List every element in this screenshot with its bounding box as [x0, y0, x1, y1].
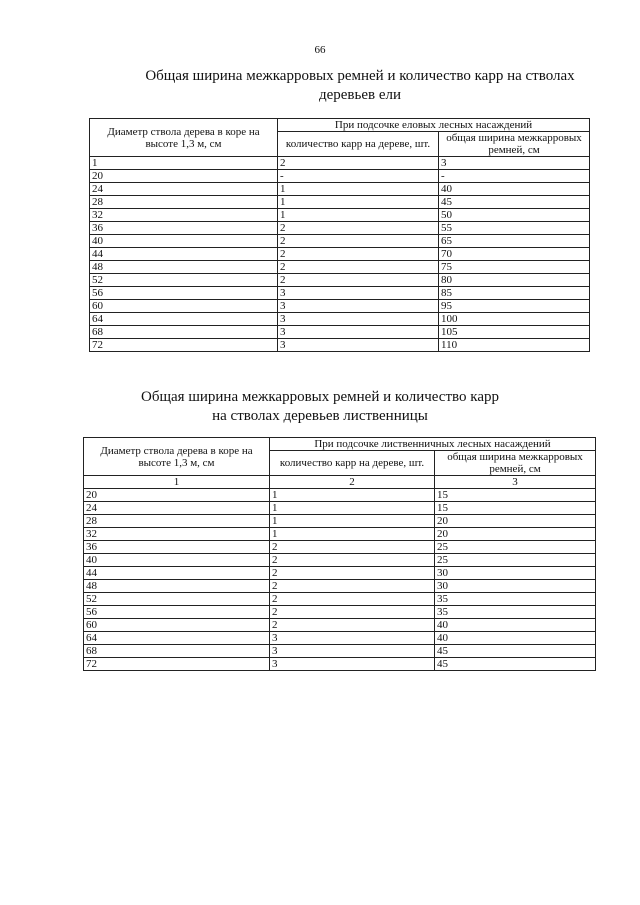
larch-table-cell: 2	[270, 619, 435, 632]
spruce-table-cell: 2	[278, 222, 439, 235]
spruce-table-cell: 65	[439, 235, 590, 248]
spruce-header-group: При подсочке еловых лесных насаждений	[278, 119, 590, 132]
larch-table-row	[84, 645, 596, 658]
larch-header-diameter: Диаметр ствола дерева в коре на высоте 1,3 м, см	[84, 438, 270, 476]
larch-table-cell: 15	[435, 489, 596, 502]
spruce-table-cell: 40	[90, 235, 278, 248]
larch-table-cell: 60	[84, 619, 270, 632]
larch-table-row	[84, 541, 596, 554]
spruce-table-row	[90, 300, 590, 313]
spruce-table-row	[90, 235, 590, 248]
larch-table-row	[84, 580, 596, 593]
spruce-table-cell: 60	[90, 300, 278, 313]
spruce-header-diameter: Диаметр ствола дерева в коре на высоте 1,3 м, см	[90, 119, 278, 157]
spruce-table-row	[90, 209, 590, 222]
spruce-table-cell: 50	[439, 209, 590, 222]
larch-table-cell: 2	[270, 541, 435, 554]
larch-table-cell: 25	[435, 554, 596, 567]
spruce-table-cell: 28	[90, 196, 278, 209]
spruce-table-cell: 3	[278, 300, 439, 313]
spruce-header-width: общая ширина межкарровых ремней, см	[439, 132, 590, 157]
larch-table-row	[84, 606, 596, 619]
larch-table-cell: 2	[270, 567, 435, 580]
larch-table-cell: 44	[84, 567, 270, 580]
spruce-table-cell: 2	[278, 235, 439, 248]
larch-table-cell: 68	[84, 645, 270, 658]
larch-table-cell: 2	[270, 554, 435, 567]
spruce-table-cell: 40	[439, 183, 590, 196]
spruce-table-cell: 70	[439, 248, 590, 261]
larch-table-cell: 20	[435, 528, 596, 541]
larch-header-width: общая ширина межкарровых ремней, см	[435, 451, 596, 476]
larch-table-row	[84, 515, 596, 528]
spruce-table-row	[90, 170, 590, 183]
larch-table-row	[84, 502, 596, 515]
larch-table-cell: 30	[435, 567, 596, 580]
spruce-table-title	[100, 67, 620, 105]
larch-table-cell: 45	[435, 645, 596, 658]
larch-table-cell: 32	[84, 528, 270, 541]
larch-table-cell: 45	[435, 658, 596, 671]
larch-table-row	[84, 658, 596, 671]
spruce-table-cell: 45	[439, 196, 590, 209]
larch-table-cell: 2	[270, 606, 435, 619]
spruce-table-row	[90, 274, 590, 287]
spruce-table-cell: 36	[90, 222, 278, 235]
spruce-table-cell: 2	[278, 248, 439, 261]
larch-table-cell: 1	[270, 502, 435, 515]
spruce-table-row	[90, 196, 590, 209]
larch-table-cell: 3	[270, 632, 435, 645]
larch-column-number: 3	[435, 476, 596, 489]
spruce-table-cell: 55	[439, 222, 590, 235]
larch-table-cell: 40	[435, 632, 596, 645]
spruce-table	[89, 118, 590, 352]
spruce-table-cell: 95	[439, 300, 590, 313]
larch-table-cell: 40	[435, 619, 596, 632]
spruce-table-cell: 2	[278, 157, 439, 170]
spruce-table-cell: 2	[278, 274, 439, 287]
spruce-title-line2: деревьев ели	[318, 87, 402, 103]
larch-table-row	[84, 489, 596, 502]
larch-table-row	[84, 567, 596, 580]
spruce-table-row	[90, 222, 590, 235]
larch-table-body	[84, 489, 596, 671]
larch-column-numbers	[84, 476, 596, 489]
spruce-table-cell: -	[278, 170, 439, 183]
larch-table-cell: 1	[270, 515, 435, 528]
larch-title-line1: Общая ширина межкарровых ремней и количество карр	[141, 389, 499, 405]
spruce-table-cell: 32	[90, 209, 278, 222]
larch-table-cell: 20	[84, 489, 270, 502]
larch-table-cell: 28	[84, 515, 270, 528]
spruce-table-cell: 68	[90, 326, 278, 339]
larch-table-cell: 1	[270, 489, 435, 502]
spruce-table-cell: 80	[439, 274, 590, 287]
spruce-table-row	[90, 339, 590, 352]
spruce-table-cell: -	[439, 170, 590, 183]
larch-table-row	[84, 593, 596, 606]
spruce-table-cell: 20	[90, 170, 278, 183]
spruce-table-cell: 3	[278, 287, 439, 300]
spruce-table-cell: 24	[90, 183, 278, 196]
larch-table-cell: 35	[435, 593, 596, 606]
larch-table-cell: 3	[270, 658, 435, 671]
spruce-table-cell: 3	[278, 326, 439, 339]
larch-title-line2: на стволах деревьев лиственницы	[212, 408, 428, 424]
larch-table-cell: 48	[84, 580, 270, 593]
larch-table-cell: 24	[84, 502, 270, 515]
spruce-table-cell: 1	[278, 183, 439, 196]
larch-column-number: 1	[84, 476, 270, 489]
spruce-table-cell: 110	[439, 339, 590, 352]
spruce-table-cell: 75	[439, 261, 590, 274]
spruce-header-count: количество карр на дереве, шт.	[278, 132, 439, 157]
spruce-table-cell: 2	[278, 261, 439, 274]
larch-table-cell: 56	[84, 606, 270, 619]
spruce-table-row	[90, 248, 590, 261]
larch-table-title	[60, 388, 580, 426]
larch-table-cell: 3	[270, 645, 435, 658]
larch-table	[83, 437, 596, 671]
spruce-title-line1: Общая ширина межкарровых ремней и количество карр на стволах	[145, 68, 575, 84]
larch-table-cell: 30	[435, 580, 596, 593]
spruce-table-row	[90, 326, 590, 339]
spruce-table-cell: 100	[439, 313, 590, 326]
spruce-table-cell: 72	[90, 339, 278, 352]
larch-table-row	[84, 619, 596, 632]
larch-header-group: При подсочке лиственничных лесных насаждений	[270, 438, 596, 451]
larch-table-cell: 25	[435, 541, 596, 554]
larch-table-cell: 15	[435, 502, 596, 515]
spruce-table-cell: 3	[439, 157, 590, 170]
spruce-table-cell: 3	[278, 313, 439, 326]
spruce-table-row	[90, 261, 590, 274]
spruce-table-body	[90, 157, 590, 352]
spruce-table-row	[90, 183, 590, 196]
larch-table-cell: 1	[270, 528, 435, 541]
larch-table-row	[84, 632, 596, 645]
spruce-table-cell: 48	[90, 261, 278, 274]
larch-table-cell: 40	[84, 554, 270, 567]
spruce-table-row	[90, 313, 590, 326]
spruce-table-cell: 85	[439, 287, 590, 300]
page-number: 66	[314, 44, 326, 56]
larch-table-row	[84, 528, 596, 541]
larch-table-cell: 20	[435, 515, 596, 528]
spruce-table-cell: 56	[90, 287, 278, 300]
larch-column-number: 2	[270, 476, 435, 489]
larch-table-cell: 2	[270, 580, 435, 593]
spruce-table-cell: 3	[278, 339, 439, 352]
spruce-table-cell: 105	[439, 326, 590, 339]
larch-table-row	[84, 554, 596, 567]
spruce-table-cell: 1	[278, 209, 439, 222]
larch-table-cell: 2	[270, 593, 435, 606]
larch-table-cell: 36	[84, 541, 270, 554]
spruce-table-cell: 64	[90, 313, 278, 326]
spruce-table-cell: 44	[90, 248, 278, 261]
spruce-table-row	[90, 157, 590, 170]
spruce-table-cell: 1	[278, 196, 439, 209]
larch-table-cell: 52	[84, 593, 270, 606]
larch-table-cell: 64	[84, 632, 270, 645]
larch-table-cell: 35	[435, 606, 596, 619]
larch-table-cell: 72	[84, 658, 270, 671]
spruce-table-row	[90, 287, 590, 300]
spruce-table-cell: 1	[90, 157, 278, 170]
spruce-table-cell: 52	[90, 274, 278, 287]
larch-header-count: количество карр на дереве, шт.	[270, 451, 435, 476]
